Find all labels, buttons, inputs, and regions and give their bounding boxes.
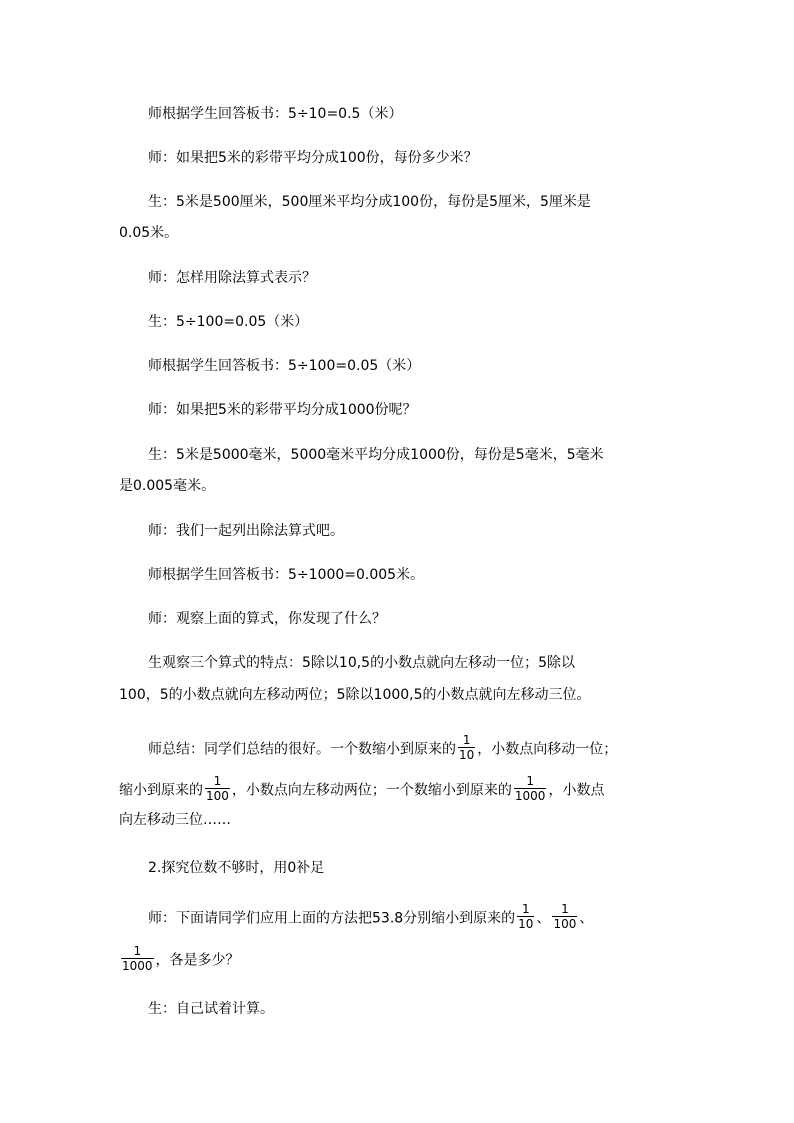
summary-line-2 <box>119 776 604 805</box>
text-line: 生：5米是5000毫米，5000毫米平均分成1000份，每份是5毫米，5毫米 <box>148 447 604 463</box>
text-line: 生：自己试着计算。 <box>148 1001 274 1017</box>
summary-text: ，小数点 <box>548 782 605 799</box>
summary-text: ，小数点向移动一位； <box>477 741 618 758</box>
text-line: 生：5÷100=0.05（米） <box>148 314 309 330</box>
text-line: 师：如果把5米的彩带平均分成1000份呢？ <box>148 402 417 418</box>
text-line: 是0.005毫米。 <box>119 478 216 494</box>
fraction <box>121 944 154 973</box>
fraction <box>552 902 577 931</box>
fraction-denominator: 1000 <box>514 789 546 803</box>
text-line: 师：怎样用除法算式表示？ <box>148 270 316 286</box>
summary-line-1 <box>148 735 617 764</box>
question-text: ，各是多少？ <box>155 952 240 969</box>
text-line: 师：如果把5米的彩带平均分成100份，每份多少米？ <box>148 150 478 166</box>
text-line: 100，5的小数点就向左移动两位；5除以1000,5的小数点就向左移动三位。 <box>119 687 591 703</box>
text-line: 师：观察上面的算式，你发现了什么？ <box>148 611 386 627</box>
question-text: 师：下面请同学们应用上面的方法把53.8分别缩小到原来的 <box>148 910 516 927</box>
question-separator: 、 <box>536 910 551 927</box>
fraction <box>458 733 475 762</box>
section-heading: 2.探究位数不够时，用0补足 <box>148 860 325 876</box>
summary-line-3: 向左移动三位…… <box>119 812 231 828</box>
text-line: 生观察三个算式的特点：5除以10,5的小数点就向左移动一位；5除以 <box>148 655 575 671</box>
fraction-numerator: 1 <box>514 774 547 789</box>
fraction-denominator: 10 <box>518 917 534 931</box>
question-line-2 <box>119 946 240 975</box>
question-line-1 <box>148 904 593 933</box>
fraction-numerator: 1 <box>552 902 577 917</box>
summary-text: 师总结：同学们总结的很好。一个数缩小到原来的 <box>148 741 456 758</box>
fraction-numerator: 1 <box>121 944 154 959</box>
fraction-numerator: 1 <box>458 733 475 748</box>
text-line: 师根据学生回答板书：5÷100=0.05（米） <box>148 358 421 374</box>
text-line: 师：我们一起列出除法算式吧。 <box>148 523 344 539</box>
summary-text: ，小数点向左移动两位；一个数缩小到原来的 <box>231 782 512 799</box>
fraction <box>514 774 547 803</box>
text-line: 生：5米是500厘米，500厘米平均分成100份，每份是5厘米，5厘米是 <box>148 194 591 210</box>
fraction <box>205 774 230 803</box>
summary-text: 缩小到原来的 <box>119 782 203 799</box>
fraction-numerator: 1 <box>517 902 534 917</box>
fraction-denominator: 10 <box>459 748 475 762</box>
question-separator: 、 <box>579 910 594 927</box>
fraction-denominator: 100 <box>553 917 577 931</box>
fraction-denominator: 1000 <box>122 959 153 973</box>
fraction-numerator: 1 <box>205 774 230 789</box>
text-line: 师根据学生回答板书：5÷1000=0.005米。 <box>148 567 425 583</box>
text-line: 0.05米。 <box>119 225 179 241</box>
fraction-denominator: 100 <box>206 789 229 803</box>
text-line: 师根据学生回答板书：5÷10=0.5（米） <box>148 106 403 122</box>
fraction <box>517 902 534 931</box>
